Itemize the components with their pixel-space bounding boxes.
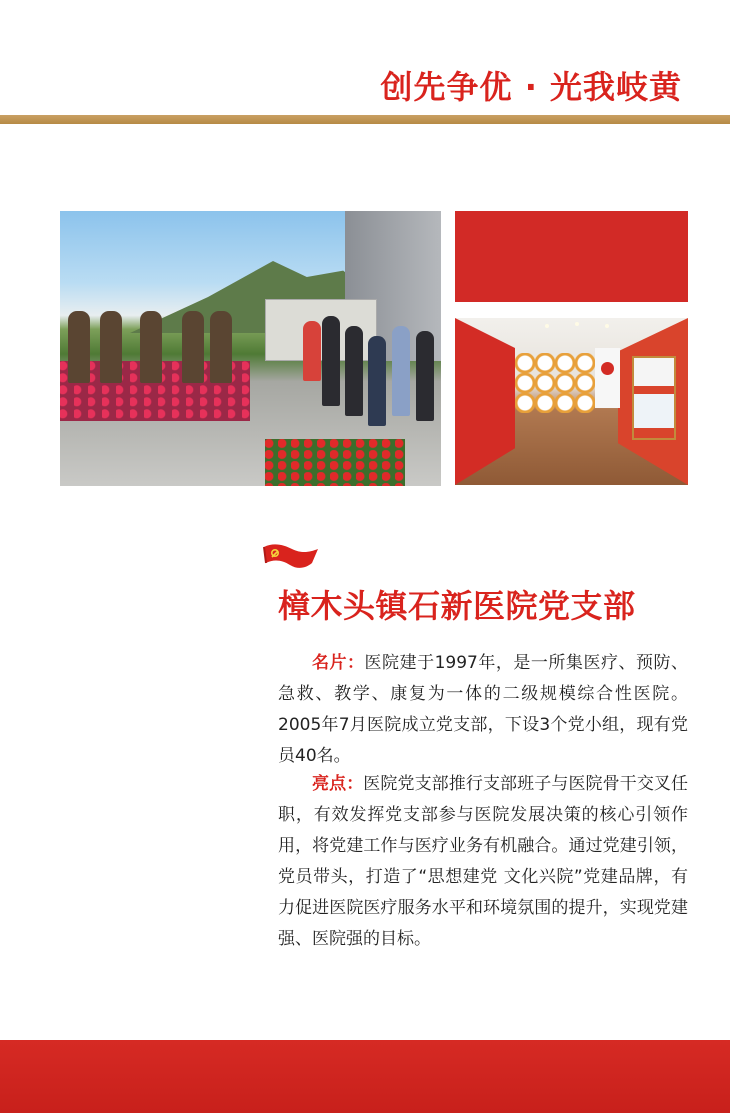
- header-divider: [0, 115, 730, 124]
- photo-red-wall-left: [455, 318, 515, 485]
- photo-person: [303, 321, 321, 381]
- photo-display-frames: [632, 356, 676, 440]
- photo-ceiling-light: [605, 324, 609, 328]
- highlight-text: 医院党支部推行支部班子与医院骨干交叉任职，有效发挥党支部参与医院发展决策的核心引领作用，将党建工作与医疗业务有机融合。通过党建引领，党员带头，打造了“思想建党 文化兴院”党建品牌，有力促进医院医疗服务水平和环境氛围的提升，实现党建强、医院强的目标。: [278, 774, 689, 949]
- photo-exhibition-room: [455, 318, 688, 485]
- photo-statue-garden-visit: [60, 211, 441, 486]
- photo-ceiling-light: [545, 324, 549, 328]
- photo-hexagon-display: [515, 353, 595, 413]
- photo-person: [322, 316, 340, 406]
- party-flag-icon: [262, 543, 320, 576]
- section-title: 樟木头镇石新医院党支部: [278, 587, 636, 625]
- photo-flower-bed-front: [265, 439, 405, 486]
- footer-band: [0, 1040, 730, 1113]
- decorative-red-block: [455, 211, 688, 302]
- highlight-label: 亮点：: [312, 774, 364, 794]
- profile-label: 名片：: [312, 653, 365, 673]
- profile-text: 医院建于1997年，是一所集医疗、预防、急救、教学、康复为一体的二级规模综合性医院。2005年7月医院成立党支部，下设3个党小组，现有党员40名。: [278, 653, 689, 766]
- photo-person: [416, 331, 434, 421]
- photo-ceiling-light: [575, 322, 579, 326]
- page-title: 创先争优 · 光我岐黄: [380, 68, 682, 106]
- photo-back-wall-emblem: [595, 348, 620, 408]
- highlight-paragraph: [278, 769, 688, 955]
- photo-statue: [210, 311, 232, 383]
- photo-statue: [182, 311, 204, 383]
- photo-person: [345, 326, 363, 416]
- photo-statue: [100, 311, 122, 383]
- photo-person: [368, 336, 386, 426]
- photo-person: [392, 326, 410, 416]
- profile-paragraph: [278, 648, 688, 772]
- photo-statue: [140, 311, 162, 383]
- photo-statue: [68, 311, 90, 383]
